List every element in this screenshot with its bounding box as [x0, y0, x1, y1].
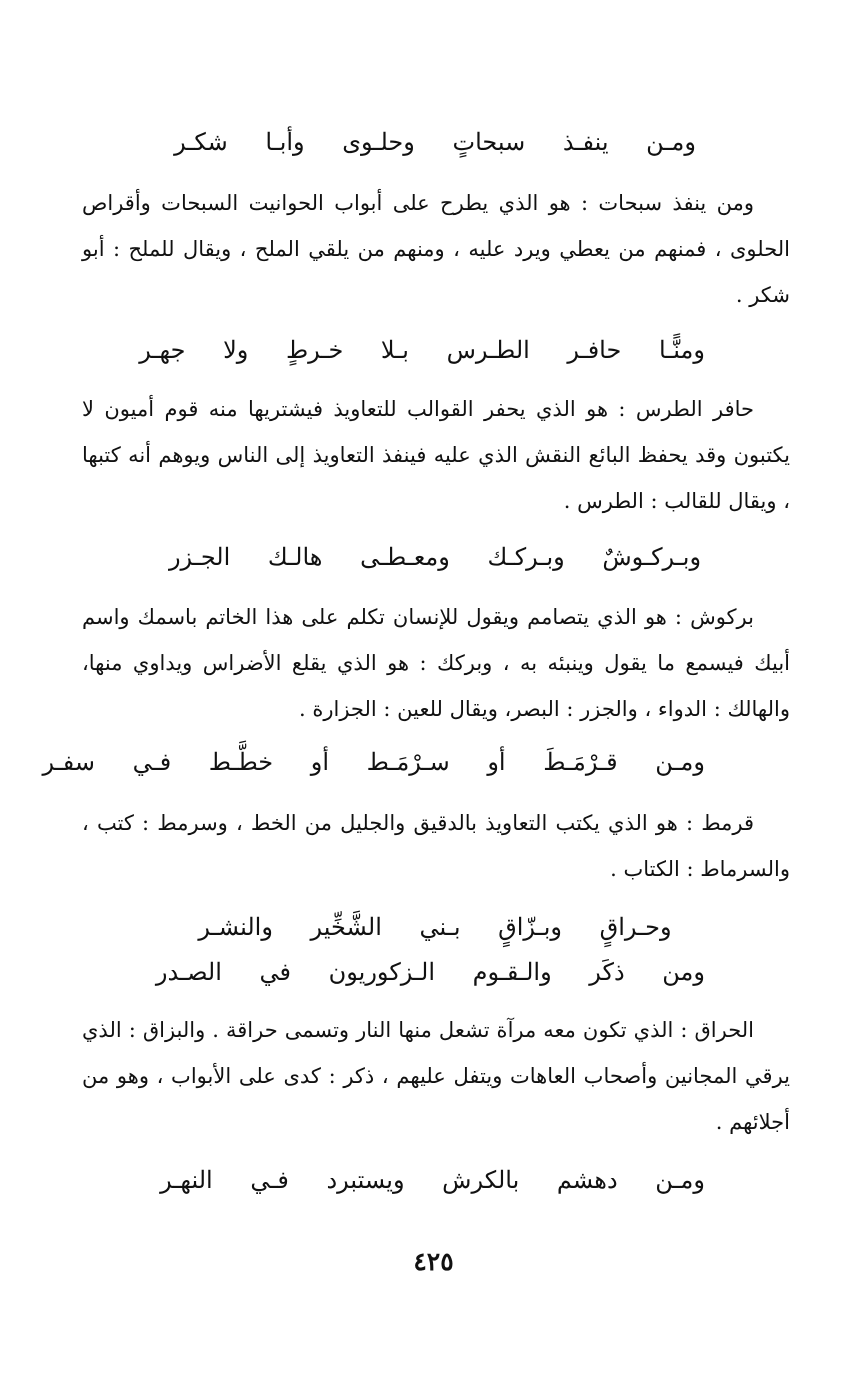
commentary-paragraph: قرمط : هو الذي يكتب التعاويذ بالدقيق والجليل من الخط ، وسرمط : كتب ، والسرماط : الكتاب .: [82, 811, 790, 881]
verse-line-3: وبـركـوشٌ وبـركـك ومعـطـى هالـك الجـزر: [168, 543, 702, 571]
commentary-block-4: [82, 800, 790, 892]
commentary-paragraph: ومن ينفذ سبحات : هو الذي يطرح على أبواب الحوانيت السبحات وأقراص الحلوى ، فمنهم من يعطي ويرد عليه ، ومنهم من يلقي الملح ، ويقال للملح : أبو شكر .: [82, 191, 790, 307]
commentary-paragraph: حافر الطرس : هو الذي يحفر القوالب للتعاويذ فيشتريها منه قوم أميون لا يكتبون وقد يحفظ البائع النقش الذي عليه فينفذ التعاويذ إلى الناس ويوهم أنه كتبها ، ويقال للقالب : الطرس .: [82, 397, 790, 513]
verse-line-7: ومـن دهشم بالكرش ويستبرد فـي النهـر: [160, 1166, 705, 1194]
commentary-block-2: [82, 386, 790, 524]
commentary-block-5: [82, 1007, 790, 1145]
verse-line-6: ومن ذكَر والـقـوم الـزكوريون في الصـدر: [155, 958, 705, 986]
page-number: ٤٢٥: [413, 1247, 454, 1276]
commentary-paragraph: الحراق : الذي تكون معه مرآة تشعل منها النار وتسمى حراقة . والبزاق : الذي يرقي المجانين وأصحاب العاهات ويتفل عليهم ، ذكر : كدى على الأبواب ، وهو من أجلائهم .: [82, 1018, 790, 1134]
verse-line-5: وحـراقٍ وبـزّاقٍ بـني الشَّخِّير والنشـر: [198, 913, 672, 941]
verse-line-2: ومنًّـا حافـر الطـرس بـلا خـرطٍ ولا جهـر: [139, 336, 705, 364]
commentary-block-1: [82, 180, 790, 318]
verse-line-4: ومـن قـرْمَـطَ أو سـرْمَـط أو خطَّـط فـي سفـر: [42, 748, 705, 776]
commentary-paragraph: بركوش : هو الذي يتصامم ويقول للإنسان تكلم على هذا الخاتم باسمك واسم أبيك فيسمع ما يقول وينبئه به ، وبركك : هو الذي يقلع الأضراس ويداوي منها، والهالك : الدواء ، والجزر : البصر، ويقال للعين : الجزارة .: [82, 605, 790, 721]
verse-line-1: ومـن ينفـذ سبحاتٍ وحلـوى وأبـا شكـر: [174, 128, 696, 156]
commentary-block-3: [82, 594, 790, 732]
